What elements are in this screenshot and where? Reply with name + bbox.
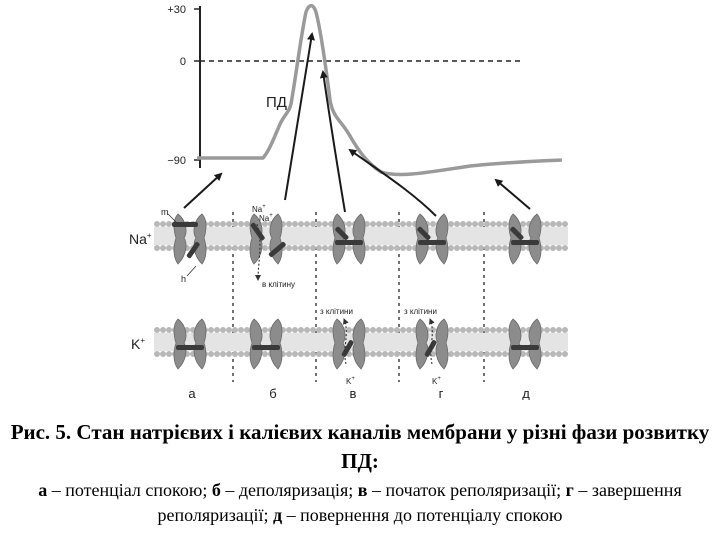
membrane-head-k xyxy=(484,327,490,333)
membrane-head-na xyxy=(214,221,220,227)
arrow-d xyxy=(496,180,530,209)
membrane-head-k xyxy=(466,351,472,357)
membrane-head-k xyxy=(220,327,226,333)
membrane-head-k xyxy=(316,327,322,333)
into-cell-label: в клітину xyxy=(262,280,296,289)
membrane-head-na xyxy=(166,245,172,251)
caption-text-b: – деполяризація; xyxy=(220,480,358,500)
membrane-head-k xyxy=(220,351,226,357)
membrane-head-na xyxy=(160,221,166,227)
membrane-head-na xyxy=(478,221,484,227)
membrane-head-k xyxy=(502,327,508,333)
membrane-head-k xyxy=(448,327,454,333)
na-channel-g-gate xyxy=(418,240,446,245)
membrane-head-na xyxy=(484,221,490,227)
membrane-head-k xyxy=(400,327,406,333)
membrane-head-k xyxy=(460,327,466,333)
membrane-head-k xyxy=(406,327,412,333)
membrane-head-k xyxy=(154,327,160,333)
na-channel-a-right-subunit xyxy=(194,214,206,264)
membrane-head-na xyxy=(238,245,244,251)
k-channel-d-gate xyxy=(511,345,539,350)
na-channel-d-right-subunit xyxy=(529,214,541,264)
membrane-head-k xyxy=(454,327,460,333)
membrane-head-na xyxy=(310,221,316,227)
membrane-head-k xyxy=(286,327,292,333)
membrane-head-na xyxy=(166,221,172,227)
membrane-head-k xyxy=(478,327,484,333)
membrane-head-na xyxy=(544,245,550,251)
membrane-head-k xyxy=(244,351,250,357)
membrane-head-na xyxy=(448,221,454,227)
membrane-head-na xyxy=(430,245,436,251)
membrane-head-k xyxy=(472,327,478,333)
membrane-head-k xyxy=(466,327,472,333)
membrane-head-k xyxy=(448,351,454,357)
membrane-head-na xyxy=(376,221,382,227)
na-channel-d-gate xyxy=(511,240,539,245)
membrane-head-na xyxy=(466,221,472,227)
k-channel-v-left-subunit xyxy=(333,319,345,369)
membrane-head-k xyxy=(370,351,376,357)
membrane-head-k xyxy=(286,351,292,357)
membrane-head-k xyxy=(562,327,568,333)
m-gate-label: m xyxy=(161,207,169,217)
membrane-head-k xyxy=(562,351,568,357)
membrane-head-na xyxy=(226,221,232,227)
membrane-head-na xyxy=(448,245,454,251)
membrane-head-k xyxy=(460,351,466,357)
membrane-head-na xyxy=(382,245,388,251)
panel-letter-v: в xyxy=(349,386,357,400)
k-ion-label-v: K+ xyxy=(346,376,355,386)
membrane-head-k xyxy=(496,327,502,333)
membrane-head-k xyxy=(322,351,328,357)
membrane-head-k xyxy=(208,351,214,357)
membrane-head-k xyxy=(214,351,220,357)
membrane-head-k xyxy=(394,351,400,357)
membrane-head-na xyxy=(490,221,496,227)
membrane-head-na xyxy=(370,245,376,251)
caption-letter-v: в xyxy=(357,480,368,500)
membrane-head-k xyxy=(382,351,388,357)
membrane-head-na xyxy=(382,221,388,227)
k-channel-b-left-subunit xyxy=(250,319,262,369)
membrane-head-k xyxy=(454,351,460,357)
y-tick-label-zero: 0 xyxy=(179,56,186,68)
membrane-head-na xyxy=(298,221,304,227)
membrane-head-na xyxy=(208,245,214,251)
membrane-head-na xyxy=(562,221,568,227)
k-channel-g-left-subunit xyxy=(416,319,428,369)
k-channel-a-left-subunit xyxy=(174,319,186,369)
membrane-head-na xyxy=(466,245,472,251)
membrane-head-na xyxy=(292,221,298,227)
membrane-potential-graph xyxy=(167,4,562,174)
membrane-head-k xyxy=(226,351,232,357)
membrane-head-k xyxy=(400,351,406,357)
membrane-head-k xyxy=(304,351,310,357)
caption-description xyxy=(6,478,714,528)
membrane-head-k xyxy=(310,351,316,357)
membrane-head-k xyxy=(214,327,220,333)
membrane-head-na xyxy=(226,245,232,251)
membrane-head-k xyxy=(478,351,484,357)
membrane-head-na xyxy=(220,221,226,227)
membrane-head-na xyxy=(502,221,508,227)
membrane-head-k xyxy=(388,351,394,357)
caption-letter-g: г xyxy=(565,480,574,500)
membrane-head-na xyxy=(244,221,250,227)
caption-text-d: – повернення до потенціалу спокою xyxy=(282,505,563,525)
h-gate-label: h xyxy=(181,274,187,284)
membrane-head-k xyxy=(292,327,298,333)
k-channel-b-right-subunit xyxy=(270,319,282,369)
membrane-head-k xyxy=(376,327,382,333)
out-of-cell-label-g: з клітини xyxy=(404,307,437,316)
membrane-head-k xyxy=(262,327,268,333)
na-channel-a-m-gate xyxy=(172,222,198,227)
out-of-cell-label-v: з клітини xyxy=(320,307,353,316)
membrane-head-k xyxy=(382,327,388,333)
na-channel-v-left-subunit xyxy=(333,214,345,264)
panel-letter-a: а xyxy=(188,386,196,400)
membrane-head-na xyxy=(460,221,466,227)
membrane-head-na xyxy=(388,221,394,227)
membrane-head-na xyxy=(550,245,556,251)
y-tick-label-minus90: −90 xyxy=(167,155,186,167)
membrane-head-na xyxy=(220,245,226,251)
k-channel-v-right-subunit xyxy=(353,319,365,369)
membrane-head-na xyxy=(388,245,394,251)
membrane-head-na xyxy=(232,245,238,251)
membrane-head-k xyxy=(550,327,556,333)
membrane-head-k xyxy=(550,351,556,357)
membrane-head-k xyxy=(406,351,412,357)
membrane-head-k xyxy=(154,351,160,357)
membrane-head-k xyxy=(388,327,394,333)
membrane-head-na xyxy=(394,245,400,251)
membrane-head-k xyxy=(490,327,496,333)
membrane-head-na xyxy=(310,245,316,251)
membrane-head-k xyxy=(502,351,508,357)
na-ion-label-2: Na+ xyxy=(259,213,273,223)
membrane-head-na xyxy=(322,221,328,227)
membrane-head-na xyxy=(400,221,406,227)
k-channel-b-gate xyxy=(252,345,280,350)
membrane-head-k xyxy=(544,351,550,357)
membrane-head-k xyxy=(484,351,490,357)
h-gate-pointer xyxy=(187,266,196,276)
membrane-head-k xyxy=(310,327,316,333)
arrow-v xyxy=(323,72,345,212)
membrane-head-k xyxy=(370,327,376,333)
membrane-head-k xyxy=(346,327,352,333)
caption-letter-a: а xyxy=(38,480,48,500)
membrane-head-na xyxy=(322,245,328,251)
membrane-head-na xyxy=(490,245,496,251)
figure-caption xyxy=(6,418,714,528)
membrane-head-k xyxy=(238,327,244,333)
membrane-head-na xyxy=(556,221,562,227)
membrane-head-k xyxy=(322,327,328,333)
membrane-head-na xyxy=(214,245,220,251)
membrane-head-na xyxy=(406,221,412,227)
membrane-head-k xyxy=(166,351,172,357)
panel-letter-g: г xyxy=(438,386,444,400)
membrane-head-na xyxy=(316,221,322,227)
membrane-head-k xyxy=(160,351,166,357)
membrane-head-k xyxy=(544,327,550,333)
k-channel-d-left-subunit xyxy=(509,319,521,369)
caption-text-g: – завершення реполяризації; xyxy=(157,480,682,525)
membrane-head-na xyxy=(556,245,562,251)
k-ion-label-g: K+ xyxy=(432,376,441,386)
membrane-head-k xyxy=(490,351,496,357)
membrane-head-k xyxy=(556,351,562,357)
membrane-head-na xyxy=(406,245,412,251)
membrane-head-na xyxy=(238,221,244,227)
membrane-head-k xyxy=(394,327,400,333)
membrane-head-na xyxy=(376,245,382,251)
membrane-head-na xyxy=(544,221,550,227)
membrane-head-na xyxy=(208,221,214,227)
membrane-head-na xyxy=(262,245,268,251)
k-channel-a-gate xyxy=(176,345,204,350)
membrane-head-na xyxy=(154,221,160,227)
membrane-head-na xyxy=(316,245,322,251)
membrane-head-na xyxy=(472,221,478,227)
membrane-head-na xyxy=(232,221,238,227)
action-potential-curve xyxy=(197,6,562,175)
membrane-head-k xyxy=(298,327,304,333)
k-channel-g-right-subunit xyxy=(436,319,448,369)
membrane-head-na xyxy=(346,221,352,227)
membrane-head-na xyxy=(244,245,250,251)
membrane-head-k xyxy=(244,327,250,333)
membrane-head-k xyxy=(472,351,478,357)
membrane-head-na xyxy=(460,245,466,251)
membrane-head-k xyxy=(316,351,322,357)
membrane-head-na xyxy=(304,245,310,251)
na-channel-row-label: Na+ xyxy=(129,231,152,247)
membrane-head-na xyxy=(496,245,502,251)
arrow-g xyxy=(350,150,436,216)
membrane-head-k xyxy=(226,327,232,333)
membrane-head-na xyxy=(286,221,292,227)
membrane-head-k xyxy=(166,327,172,333)
membrane-head-na xyxy=(430,221,436,227)
membrane-head-k xyxy=(304,327,310,333)
membrane-head-na xyxy=(304,221,310,227)
na-channel-v-right-subunit xyxy=(353,214,365,264)
caption-title: Рис. 5. Стан натрієвих і калієвих каналів мембрани у різні фази розвитку ПД: xyxy=(10,420,710,473)
pd-label: ПД xyxy=(266,94,287,111)
membrane-head-k xyxy=(298,351,304,357)
membrane-head-k xyxy=(232,351,238,357)
membrane-head-na xyxy=(154,245,160,251)
caption-text-a: – потенціал спокою; xyxy=(47,480,212,500)
membrane-head-na xyxy=(454,221,460,227)
panel-letter-b: б xyxy=(269,386,277,400)
k-channel-d-right-subunit xyxy=(529,319,541,369)
membrane-head-k xyxy=(292,351,298,357)
membrane-head-na xyxy=(346,245,352,251)
membrane-head-k xyxy=(376,351,382,357)
membrane-head-na xyxy=(472,245,478,251)
y-tick-label-plus30: +30 xyxy=(167,4,186,16)
membrane-head-na xyxy=(478,245,484,251)
na-channel-g-right-subunit xyxy=(436,214,448,264)
caption-text-v: – початок реполяризації; xyxy=(367,480,566,500)
membrane-head-k xyxy=(262,351,268,357)
membrane-head-k xyxy=(556,327,562,333)
membrane-head-na xyxy=(298,245,304,251)
k-channel-a-right-subunit xyxy=(194,319,206,369)
membrane-head-k xyxy=(496,351,502,357)
panel-letters xyxy=(188,386,530,400)
membrane-head-na xyxy=(292,245,298,251)
membrane-head-na xyxy=(454,245,460,251)
membrane-head-k xyxy=(208,327,214,333)
na-channel-v-gate xyxy=(335,240,363,245)
membrane-head-na xyxy=(550,221,556,227)
caption-letter-b: б xyxy=(211,480,221,500)
membrane-head-na xyxy=(502,245,508,251)
membrane-head-na xyxy=(496,221,502,227)
panel-letter-d: д xyxy=(522,386,530,400)
membrane-head-k xyxy=(232,327,238,333)
membrane-head-na xyxy=(394,221,400,227)
membrane-head-na xyxy=(370,221,376,227)
arrow-a xyxy=(184,174,221,208)
membrane-head-na xyxy=(286,245,292,251)
membrane-head-na xyxy=(400,245,406,251)
caption-letter-d: д xyxy=(273,505,283,525)
k-channel-row-label: K+ xyxy=(131,336,146,352)
membrane-head-na xyxy=(562,245,568,251)
membrane-head-na xyxy=(160,245,166,251)
membrane-head-k xyxy=(430,327,436,333)
membrane-head-k xyxy=(238,351,244,357)
na-ion-label-1: Na+ xyxy=(252,204,266,214)
membrane-head-k xyxy=(160,327,166,333)
membrane-head-na xyxy=(484,245,490,251)
